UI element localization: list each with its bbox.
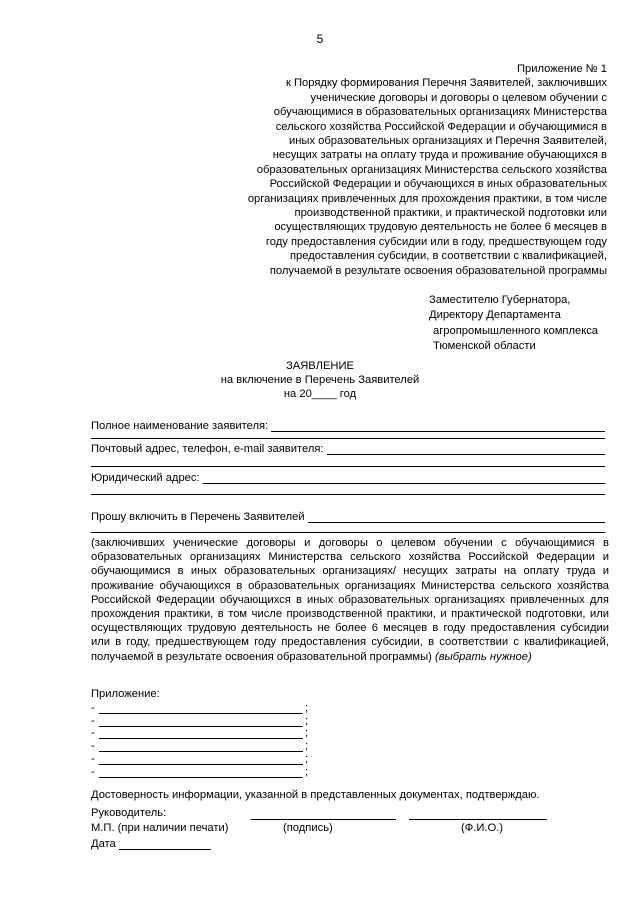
attachment-item[interactable] [91,727,331,740]
attachment-dash: - [91,727,95,740]
full-name-field[interactable] [91,419,605,432]
legal-address-label: Юридический адрес: [91,472,200,484]
appendix-line: образовательных организациях Министерства сельского хозяйства [256,163,607,176]
attachment-dash: - [91,714,95,727]
attachments-list [91,701,331,778]
postal-address-blank[interactable] [327,442,605,455]
appendix-line: Приложение № 1 [516,63,607,75]
attachment-semicolon: ; [305,714,309,727]
attachment-semicolon: ; [305,701,309,714]
postal-address-label: Почтовый адрес, телефон, e-mail заявителя: [91,443,324,455]
addressee-line: Заместителю Губернатора, [429,294,571,306]
attachment-item[interactable] [91,714,331,727]
addressee-line: агропромышленного комплекса [433,324,599,337]
appendix-line: несущих затраты на оплату труда и проживание обучающихся в [272,149,607,162]
appendix-line: производственной практики, и практической подготовки или [294,207,607,220]
date-label: Дата [91,838,116,850]
appendix-line: предоставления субсидии, в соответствии с квалификацией, [289,250,607,263]
attachment-semicolon: ; [305,765,309,778]
attachment-blank[interactable] [99,728,303,739]
appendix-line: организациях привлеченных для прохождения практики, в том числе [247,192,607,205]
legal-address-continuation-line[interactable] [91,494,605,495]
appendix-line: году предоставления субсидии или в году, предшествующем году [265,235,607,248]
attachments-label: Приложение: [91,688,160,700]
attachment-blank[interactable] [99,767,303,778]
full-name-blank[interactable] [271,419,605,432]
date-field[interactable] [91,838,211,850]
attachment-item[interactable] [91,701,331,714]
application-subheading: на включение в Перечень Заявителей [220,374,420,386]
attachment-dash: - [91,765,95,778]
appendix-line: иных образовательных организациях и Перечня Заявителей, [288,135,607,148]
appendix-header [187,62,607,278]
request-body: (заключивших ученические договоры и договоры о целевом обучении с обучающимися в образовательных организациях Министерства сельского хозяйства Российской Федерации и обучающимися в иных образовательных организациях/ несущих затраты на оплату труда и проживание обучающихся в образовательных организациях Министерства сельского хозяйства Российской Федерации обучающихся в иных образовательных организациях привлеченных для прохождения практики, в том числе производственной практики, и практической подготовки, или осуществляющих трудовую деятельность не более 6 месяцев в году предоставления субсидии или в году, предшествующем году предоставления субсидии, в соответствии с квалификацией, получаемой в результате освоения образовательной программы) [91,537,609,663]
appendix-line: ученические договоры и договоры о целевом обучении с [310,91,607,104]
page-number: 5 [316,32,324,46]
date-blank[interactable] [119,839,211,850]
choose-note: (выбрать нужное) [434,650,532,663]
attachment-semicolon: ; [305,752,309,765]
attachment-dash: - [91,740,95,753]
confirmation-statement: Достоверность информации, указанной в представленных документах, подтверждаю. [91,789,540,801]
application-title-block [0,359,640,401]
attachment-dash: - [91,701,95,714]
head-label: Руководитель: [91,807,167,819]
attachment-semicolon: ; [305,727,309,740]
request-label: Прошу включить в Перечень Заявителей [91,511,305,523]
signature-caption: (подпись) [283,822,333,834]
attachment-item[interactable] [91,752,331,765]
attachment-blank[interactable] [99,754,303,765]
attachment-item[interactable] [91,765,331,778]
attachment-semicolon: ; [305,740,309,753]
request-description [91,536,609,664]
request-blank[interactable] [308,510,605,523]
application-year-line: на 20____ год [283,388,357,400]
addressee-line: Тюменской области [433,340,536,353]
appendix-line: получаемой в результате освоения образовательной программы [269,264,607,277]
attachment-item[interactable] [91,739,331,752]
addressee-line: Директору Департамента [429,309,561,322]
appendix-line: Российской Федерации и обучающихся в иных образовательных [269,178,607,191]
postal-address-field[interactable] [91,442,605,455]
full-name-signature-line[interactable] [409,819,547,820]
name-caption: (Ф.И.О.) [461,822,504,834]
attachment-blank[interactable] [99,741,303,752]
stamp-label: М.П. (при наличии печати) [91,822,229,834]
request-field[interactable] [91,510,605,523]
attachment-dash: - [91,752,95,765]
legal-address-blank[interactable] [203,471,605,484]
signature-line[interactable] [251,819,396,820]
legal-address-field[interactable] [91,471,605,484]
postal-address-continuation-line[interactable] [91,466,605,467]
appendix-line: обучающимися в образовательных организациях Министерства [273,106,607,119]
attachment-blank[interactable] [99,703,303,714]
attachment-blank[interactable] [99,716,303,727]
appendix-line: сельского хозяйства Российской Федерации и обучающимися в [275,120,607,133]
request-continuation-line[interactable] [91,532,605,533]
full-name-continuation-line[interactable] [91,438,605,439]
appendix-line: к Порядку формирования Перечня Заявителей, заключивших [285,77,607,90]
addressee-block [429,293,629,355]
appendix-line: осуществляющих трудовую деятельность не более 6 месяцев в [274,221,607,234]
full-name-label: Полное наименование заявителя: [91,420,269,432]
application-heading: ЗАЯВЛЕНИЕ [285,360,355,372]
